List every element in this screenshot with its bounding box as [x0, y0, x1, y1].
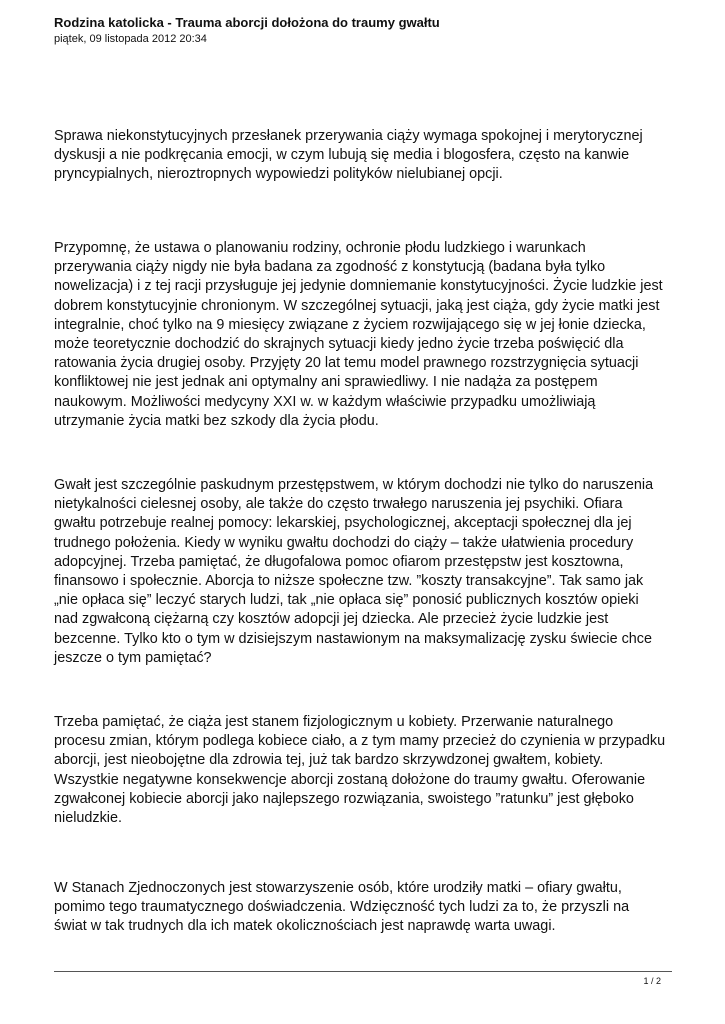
- text-line: aborcji, jest nieobojętne dla zdrowia tej, już tak bardzo skrzywdzonej gwałtem, kobiety.: [54, 752, 604, 769]
- text-line: ratowania życia drugiej osoby. Przyjęty 20 lat temu model prawnego rozstrzygnięcia sytuacji: [54, 355, 639, 372]
- text-line: Wszystkie negatywne konsekwencje aborcji zostaną dołożone do traumy gwałtu. Oferowanie: [54, 771, 646, 788]
- text-line: W Stanach Zjednoczonych jest stowarzyszenie osób, które urodziły matki – ofiary gwałtu,: [54, 880, 622, 896]
- text-line: Gwałt jest szczególnie paskudnym przestępstwem, w którym dochodzi nie tylko do naruszenia: [54, 477, 654, 493]
- text-line: finansowo i społecznie. Aborcja to niższe społeczne tzw. ”koszty transakcyjne”. Tak samo jak: [54, 573, 644, 590]
- text-line: przerywania ciąży nigdy nie była badana za zgodność z konstytucją (badana była tylko: [54, 259, 606, 276]
- text-line: nowelizacja) i z tej racji przysługuje jej jedynie domniemanie konstytucyjności. Życie ludzkie jest: [54, 278, 663, 295]
- text-line: Sprawa niekonstytucyjnych przesłanek przerywania ciąży wymaga spokojnej i merytorycznej: [54, 128, 643, 144]
- text-line: integralnie, choć tylko na 9 miesięcy związane z życiem rozwijającego się w jej łonie dziecka,: [54, 316, 646, 333]
- paragraph-2: [54, 239, 684, 431]
- text-line: może teoretycznie dochodzić do skrajnych sytuacji kiedy jedno życie trzeba poświęcić dla: [54, 336, 624, 353]
- paragraph-4: [54, 713, 684, 828]
- text-line: Trzeba pamiętać, że ciąża jest stanem fizjologicznym u kobiety. Przerwanie naturalnego: [54, 714, 614, 730]
- text-line: pomimo tego traumatycznego doświadczenia. Wdzięczność tych ludzi za to, że przyszli na: [54, 899, 630, 916]
- text-line: procesu zmian, którym podlega kobiece ciało, a z tym mamy przecież do czynienia w przypadku: [54, 733, 666, 750]
- text-line: gwałtu potrzebuje realnej pomocy: lekarskiej, psychologicznej, akceptacji społecznej dla jej: [54, 515, 632, 532]
- text-line: dobrem konstytucyjnie chronionym. W szczególnej sytuacji, jaką jest ciąża, gdy życie matki jest: [54, 297, 660, 314]
- text-line: zgwałconej kobiecie aborcji jako najlepszego rozwiązania, swoistego ”ratunku” jest głęboko: [54, 790, 634, 807]
- page-title: Rodzina katolicka - Trauma aborcji dołożona do traumy gwałtu: [54, 15, 440, 30]
- text-line: naukowym. Możliwości medycyny XXI w. w każdym właściwie przypadku umożliwiają: [54, 393, 596, 410]
- text-line: pryncypialnych, nieroztropnych wypowiedzi polityków nielubianej opcji.: [54, 166, 503, 183]
- text-line: trudnego położenia. Kiedy w wyniku gwałtu dochodzi do ciąży – także ułatwienia procedury: [54, 534, 634, 551]
- text-line: dyskusji a nie podkręcania emocji, w czym lubują się media i blogosfera, często na kanwie: [54, 147, 630, 164]
- text-line: świat w tak trudnych dla ich matek okolicznościach jest naprawdę warta uwagi.: [54, 918, 556, 935]
- text-line: utrzymanie życia matki bez szkody dla życia płodu.: [54, 412, 379, 429]
- text-line: nieludzkie.: [54, 810, 122, 827]
- paragraph-5: [54, 879, 684, 937]
- text-line: nietykalności cielesnej osoby, ale także do często trwałego naruszenia jej psychiki. Ofiara: [54, 496, 623, 513]
- text-line: adopcyjnej. Trzeba pamiętać, że długofalowa pomoc ofiarom przestępstw jest kosztowna,: [54, 553, 624, 570]
- text-line: bezcenne. Tylko kto o tym w dzisiejszym nastawionym na maksymalizację zysku świecie chce: [54, 630, 652, 647]
- page-number: 1 / 2: [643, 976, 661, 986]
- paragraph-1: [54, 127, 684, 185]
- text-line: „nie opłaca się” leczyć starych ludzi, tak „nie opłaca się” ponosić publicznych kosztów opieki: [54, 592, 639, 609]
- publication-date: piątek, 09 listopada 2012 20:34: [54, 33, 207, 45]
- text-line: jeszcze o tym pamiętać?: [54, 649, 212, 666]
- footer-divider: [54, 971, 672, 972]
- text-line: konfliktowej nie jest jednak ani optymalny ani sprawiedliwy. I nie nadąża za postępem: [54, 374, 598, 391]
- text-line: Przypomnę, że ustawa o planowaniu rodziny, ochronie płodu ludzkiego i warunkach: [54, 240, 586, 256]
- text-line: nad zgwałconą ciężarną czy kosztów adopcji jej dziecka. Ale przecież życie ludzkie jest: [54, 611, 609, 628]
- paragraph-3: [54, 476, 684, 668]
